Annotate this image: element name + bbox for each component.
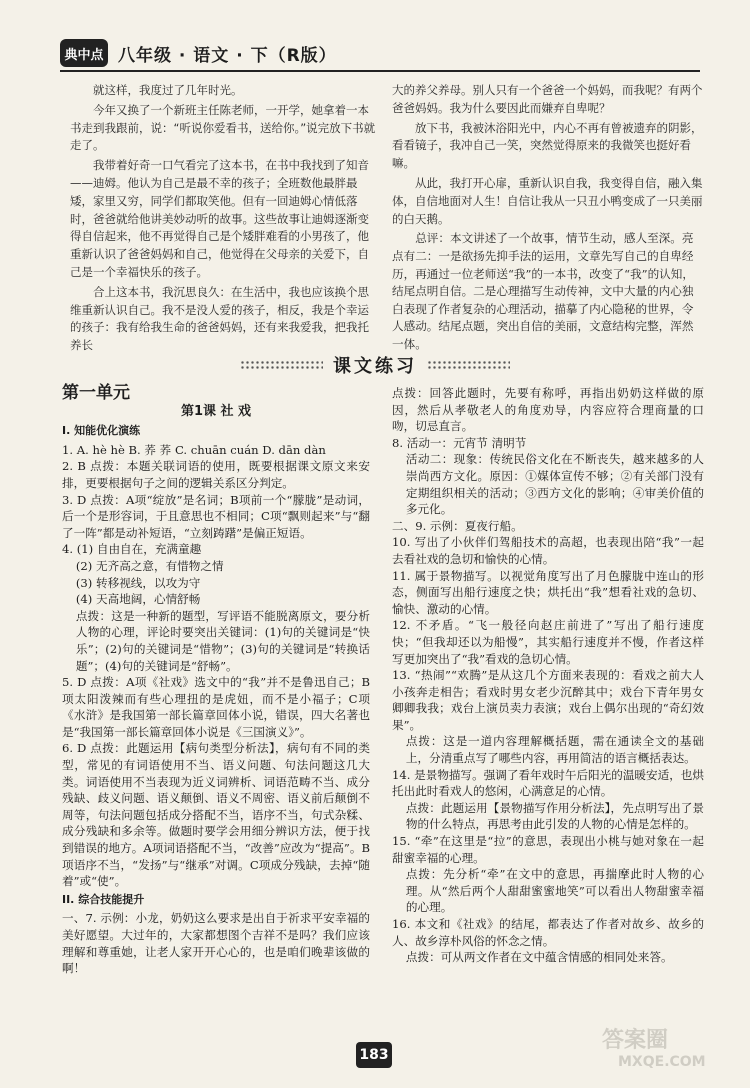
section-label: I. 知能优化演练 <box>62 424 141 438</box>
answer-item: 2. B 点拨：本题关联词语的使用，既要根据课文原文来安排，更要根据句子之间的逻辑关系区分判定。 <box>62 459 370 490</box>
answer-item: 12. 不矛盾。“飞一般径向赵庄前进了”写出了船行速度快；“但我却还以为船慢”，其实船行速度并不慢，作者这样写更加突出了“我”看戏的急切心情。 <box>392 618 704 666</box>
answer-item: 点拨：这是一道内容理解概括题，需在通读全文的基础上，分清重点写了哪些内容，再用简洁的语言概括表达。 <box>405 734 704 766</box>
answer-item: 点拨：此题运用【景物描写作用分析法】，先点明写出了景物的什么特点，再思考由此引发的人物的心情是怎样的。 <box>405 800 704 832</box>
answer-item: 13. “热闹”“欢腾”是从这几个方面来表现的：看戏之前大人小孩奔走相告；看戏时男女老少沉醉其中；戏台下青年男女卿卿我我；戏台上演员卖力表演；戏台上偶尔出现的“奇幻效果”。 <box>392 668 704 732</box>
answer-item: (3) 转移视线，以攻为守 <box>75 575 201 590</box>
essay-paragraph: 从此，我打开心扉，重新认识自我，我变得自信，融入集体，自信地面对人生！自信让我从一只丑小鸭变成了一只美丽的白天鹅。 <box>392 175 703 226</box>
watermark-url: MXQE.COM <box>618 1054 706 1070</box>
answer-item: 点拨：可从两文作者在文中蕴含情感的相同处来答。 <box>405 950 673 965</box>
essay-right-column <box>392 82 704 356</box>
essay-paragraph: 合上这本书，我沉思良久：在生活中，我也应该换个思维重新认识自己。我不是没人爱的孩子，相反，我是个幸运的孩子：我有给我生命的爸爸妈妈，还有来我爱我，把我托养长 <box>70 284 369 353</box>
watermark-logo: 答案圈 <box>602 1028 669 1053</box>
answer-item: 活动二：现象：传统民俗文化在不断丧失，越来越多的人崇尚西方文化。原因：①媒体宣传不够；②有关部门没有定期组织相关的活动；③西方文化的影响；④审美价值的多元化。 <box>405 452 704 517</box>
header-divider <box>60 70 700 72</box>
answer-item: 14. 是景物描写。强调了看年戏时午后阳光的温暖安适，也烘托出此时看戏人的悠闲，心满意足的心情。 <box>392 767 704 799</box>
essay-paragraph: 大的养父养母。别人只有一个爸爸一个妈妈，而我呢？有两个爸爸妈妈。我为什么要因此而嫌弃自卑呢？ <box>392 83 703 115</box>
section-title: 课文练习 <box>333 356 417 377</box>
banner-dots-left <box>240 360 323 370</box>
answer-item: 点拨：先分析“牵”在文中的意思，再揣摩此时人物的心理。从“然后两个人甜甜蜜蜜地笑”可以看出人物甜蜜幸福的心理。 <box>405 867 704 915</box>
answer-item: 二、9. 示例：夏夜行船。 <box>392 518 523 533</box>
unit-heading: 第一单元 <box>62 383 130 403</box>
book-logo: 典中点 <box>60 39 108 67</box>
answer-item: 点拨：这是一种新的题型，写评语不能脱离原文，要分析人物的心理，评论时要突出关键词：(1)句的关键词是“快乐”；(2)句的关键词是“惜物”；(3)句的关键词是“转换话题”；(4)句的关键词是“舒畅”。 <box>75 608 370 673</box>
exercise-left-column <box>62 385 370 977</box>
answer-item: (4) 天高地阔，心情舒畅 <box>75 592 201 607</box>
answer-item: 16. 本文和《社戏》的结尾，都表达了作者对故乡、故乡的人、故乡淳朴风俗的怀念之情。 <box>392 917 704 948</box>
answer-item: 6. D 点拨：此题运用【病句类型分析法】，病句有不同的类型，常见的有词语使用不当、语义问题、句法问题这几大类。词语使用不当表现为近义词辨析、词语范畴不当、成分残缺、歧义问题、语义颠倒、语义不周密、语义前后颠倒不周等，句法问题包括成分搭配不当，语序不当，句式杂糅、成分残缺和多余等。做题时要学会用细分辨识方法，便于找到错误的地方。A项词语搭配不当，“改善”应改为“提高”。B项语序不当，“发扬”与“继承”对调。C项成分残缺，去掉“随着”或“使”。 <box>62 741 370 889</box>
banner-dots-right <box>427 360 510 370</box>
answer-item: 10. 写出了小伙伴们驾船技术的高超，也表现出陪“我”一起去看社戏的急切和愉快的心情。 <box>392 535 704 566</box>
answer-item: 4. (1) 自由自在，充满童趣 <box>62 542 202 557</box>
answer-item: 5. D 点拨：A项《社戏》选文中的“我”并不是鲁迅自己；B项太阳泼辣而有些心理扭的是虎妞，而不是小福子；C项《水浒》是我国第一部长篇章回体小说，错误，四大名著也是“我国第一部长篇章回体小说是《三国演义》”。 <box>62 675 370 739</box>
essay-paragraph: 放下书，我被沐浴阳光中，内心不再有曾被遗弃的阴影，看看镜子，我冲自己一笑，突然觉得原来的我微笑也挺好看嘛。 <box>392 120 703 171</box>
answer-item: 一、7. 示例：小龙，奶奶这么要求是出自于祈求平安幸福的美好愿望。大过年的，大家都想图个吉祥不是吗？我们应该理解和尊重她，让老人家开开心心的，也是咱们晚辈该做的啊！ <box>62 911 370 976</box>
answer-item: 点拨：回答此题时，先要有称呼，再指出奶奶这样做的原因，然后从孝敬老人的角度劝导，内容应符合理商量的口吻，切忌直言。 <box>392 386 704 434</box>
essay-paragraph: 我带着好奇一口气看完了这本书，在书中我找到了知音——迪姆。他认为自己是最不幸的孩子；全班数他最胖最矮，家里又穷，同学们都取笑他。但有一回迪姆心情低落时，爸爸就给他讲美妙动听的故事。这些故事让迪姆逐渐变得自信起来，他不再觉得自己是个矮胖难看的小男孩了，他重新认识了爸爸妈妈和自己，他觉得在父母亲的关爱下，自己是一个幸福快乐的孩子。 <box>70 158 369 279</box>
exercise-right-column <box>392 385 704 966</box>
essay-paragraph: 就这样，我度过了几年时光。 <box>93 83 243 97</box>
answer-item: 1. A. hè hè B. 荞 荞 C. chuān cuán D. dān dàn <box>62 442 326 457</box>
essay-review: 总评：本文讲述了一个故事，情节生动，感人至深。亮点有二：一是欲扬先抑手法的运用，文章先写自己的自卑经历，再通过一位老师送“我”的一本书，改变了“我”的认知，结尾点明自信。二是心理描写生动传神，文中大量的内心独白表现了作者复杂的心理活动，描摹了内心隐秘的世界，令人感动。结尾点题，突出自信的美丽，文意结构完整，浑然一体。 <box>392 231 694 351</box>
section-banner <box>240 352 510 378</box>
page-header <box>60 38 337 68</box>
lesson-heading: 第1课 社 戏 <box>180 403 252 419</box>
answer-item: (2) 无齐高之意，有惜物之情 <box>75 558 224 573</box>
section-label: II. 综合技能提升 <box>62 892 145 906</box>
answer-item: 8. 活动一：元宵节 清明节 <box>392 435 527 450</box>
essay-paragraph: 今年又换了一个新班主任陈老师，一开学，她拿着一本书走到我跟前，说：“听说你爱看书，送给你。”说完放下书就走了。 <box>70 102 376 153</box>
answer-item: 11. 属于景物描写。以视觉角度写出了月色朦胧中连山的形态，侧面写出船行速度之快；烘托出“我”想看社戏的急切、愉快、激动的心情。 <box>392 568 704 616</box>
answer-item: 15. “牵”在这里是“拉”的意思，表现出小桃与她对象在一起甜蜜幸福的心理。 <box>392 834 704 865</box>
book-title: 八年级 · 语文 · 下（R版） <box>118 45 337 66</box>
essay-left-column <box>70 82 376 357</box>
answer-item: 3. D 点拨：A项“绽放”是名词；B项前一个“朦胧”是动词，后一个是形容词，于且意思也不相同；C项“飘则起来”与“翻了一阵”都是动补短语，“立刻踌躇”是偏正短语。 <box>62 492 370 540</box>
page-number: 183 <box>356 1042 392 1068</box>
